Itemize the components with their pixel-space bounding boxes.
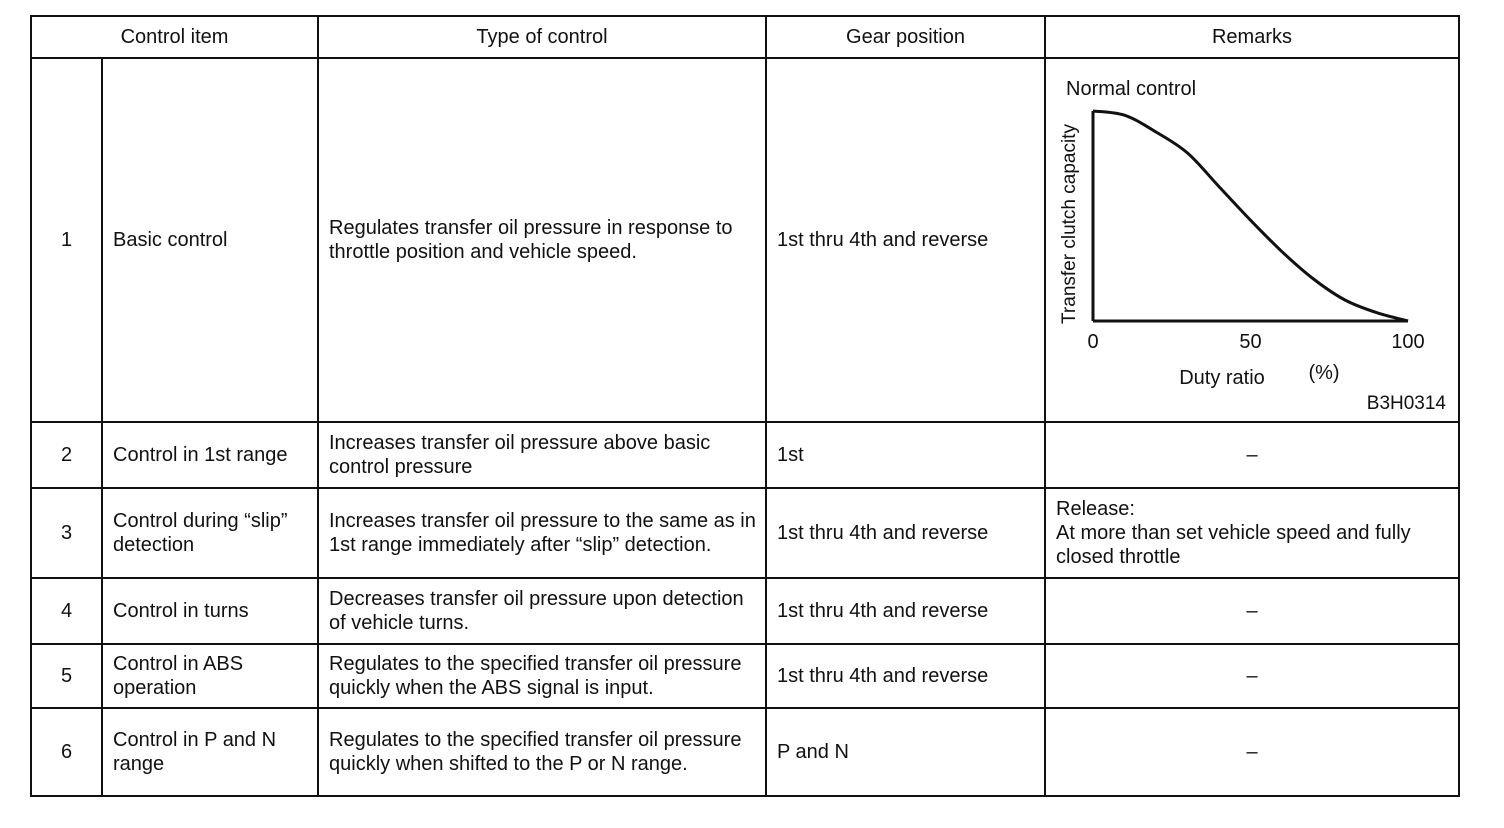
remarks: – — [1045, 708, 1459, 796]
x-axis-unit: (%) — [1308, 362, 1340, 384]
chart-title: Normal control — [1066, 78, 1197, 100]
control-table — [30, 15, 1460, 797]
control-type: Decreases transfer oil pressure upon detection of vehicle turns. — [318, 578, 766, 644]
remarks: – — [1045, 422, 1459, 488]
header-type-of-control: Type of control — [318, 16, 766, 58]
control-type: Regulates to the specified transfer oil pressure quickly when shifted to the P or N range. — [318, 708, 766, 796]
header-gear-position: Gear position — [766, 16, 1045, 58]
gear-position: 1st thru 4th and reverse — [766, 644, 1045, 708]
control-item: Control in turns — [102, 578, 318, 644]
remarks-graph-cell — [1045, 58, 1459, 422]
header-row — [31, 16, 1459, 58]
gear-position: 1st — [766, 422, 1045, 488]
table-row — [31, 488, 1459, 578]
x-tick-label: 50 — [1239, 331, 1262, 353]
row-number: 3 — [31, 488, 102, 578]
gear-position: 1st thru 4th and reverse — [766, 58, 1045, 422]
x-tick-label: 100 — [1391, 331, 1425, 353]
row-number: 4 — [31, 578, 102, 644]
normal-control-curve — [1093, 111, 1408, 321]
y-axis-label: Transfer clutch capacity — [1059, 124, 1080, 324]
x-axis-label: Duty ratio — [1179, 367, 1265, 389]
row-number: 1 — [31, 58, 102, 422]
gear-position: P and N — [766, 708, 1045, 796]
remarks-text: At more than set vehicle speed and fully closed throttle — [1056, 522, 1411, 568]
duty-ratio-chart — [1046, 59, 1456, 421]
table-row — [31, 578, 1459, 644]
remarks — [1045, 488, 1459, 578]
control-item: Control in 1st range — [102, 422, 318, 488]
table-row — [31, 422, 1459, 488]
header-control-item: Control item — [31, 16, 318, 58]
control-item: Control in P and N range — [102, 708, 318, 796]
table-row — [31, 644, 1459, 708]
remarks-title: Release: — [1056, 498, 1135, 520]
remarks: – — [1045, 578, 1459, 644]
control-type: Regulates transfer oil pressure in response to throttle position and vehicle speed. — [318, 58, 766, 422]
control-type: Regulates to the specified transfer oil pressure quickly when the ABS signal is input. — [318, 644, 766, 708]
header-remarks: Remarks — [1045, 16, 1459, 58]
x-tick-labels — [1087, 331, 1424, 353]
control-item: Basic control — [102, 58, 318, 422]
x-tick-label: 0 — [1087, 331, 1099, 353]
control-item: Control during “slip” detection — [102, 488, 318, 578]
row-number: 2 — [31, 422, 102, 488]
gear-position: 1st thru 4th and reverse — [766, 488, 1045, 578]
table-row — [31, 58, 1459, 422]
table-row — [31, 708, 1459, 796]
control-item: Control in ABS operation — [102, 644, 318, 708]
remarks: – — [1045, 644, 1459, 708]
gear-position: 1st thru 4th and reverse — [766, 578, 1045, 644]
row-number: 6 — [31, 708, 102, 796]
control-type: Increases transfer oil pressure above basic control pressure — [318, 422, 766, 488]
row-number: 5 — [31, 644, 102, 708]
figure-id: B3H0314 — [1366, 393, 1446, 414]
control-type: Increases transfer oil pressure to the same as in 1st range immediately after “slip” detection. — [318, 488, 766, 578]
